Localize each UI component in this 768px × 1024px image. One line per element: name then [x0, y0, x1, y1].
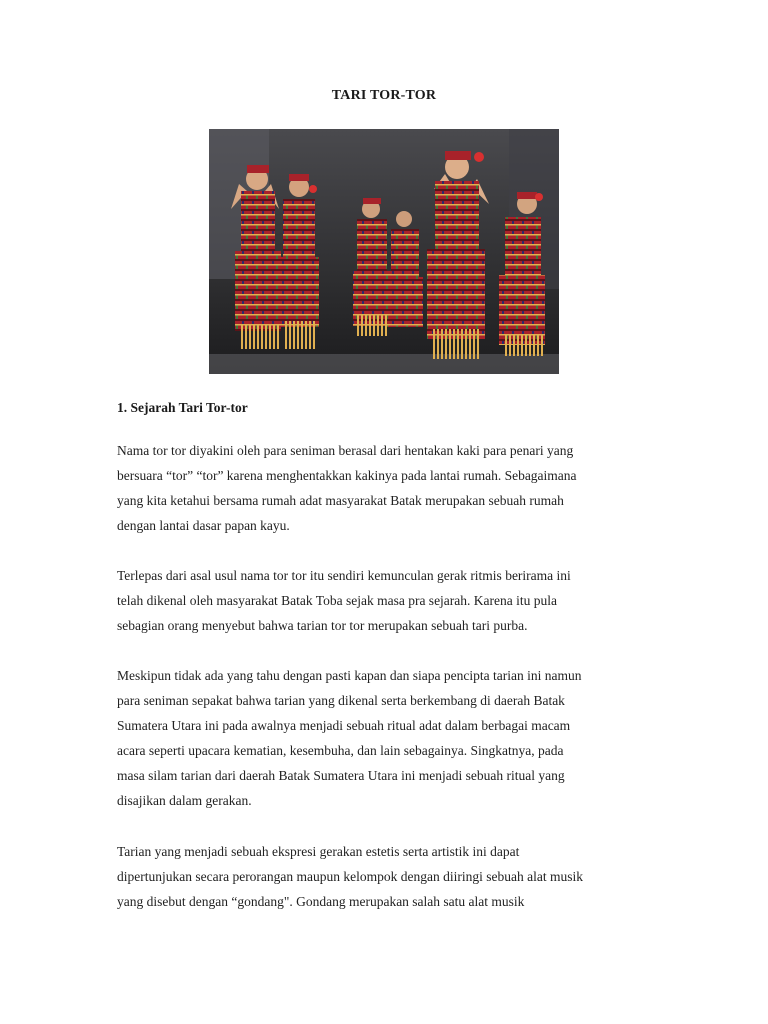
dancer-figure: [231, 165, 281, 349]
text-line: bersuara “tor” “tor” karena menghentakkan kakinya pada lantai rumah. Sebagaimana: [117, 468, 577, 483]
text-line: dengan lantai dasar papan kayu.: [117, 518, 290, 533]
paragraph: [117, 839, 662, 914]
page-title: TARI TOR-TOR: [331, 88, 437, 103]
text-line: sebagian orang menyebut bahwa tarian tor tor merupakan sebuah tari purba.: [117, 618, 528, 633]
paragraph: [117, 563, 662, 638]
section-heading: 1. Sejarah Tari Tor-tor: [117, 400, 248, 415]
text-line: Sumatera Utara ini pada awalnya menjadi sebuah ritual adat dalam berbagai macam: [117, 718, 571, 733]
paragraph: [117, 438, 662, 538]
text-line: masa silam tarian dari daerah Batak Sumatera Utara ini menjadi sebuah ritual yang: [117, 768, 565, 783]
text-line: para seniman sepakat bahwa tarian yang dikenal serta berkembang di daerah Batak: [117, 693, 565, 708]
paragraph: [117, 663, 662, 813]
text-line: yang disebut dengan “gondang". Gondang merupakan salah satu alat musik: [117, 894, 525, 909]
text-line: Tarian yang menjadi sebuah ekspresi gerakan estetis serta artistik ini dapat: [117, 844, 520, 859]
text-line: disajikan dalam gerakan.: [117, 793, 252, 808]
text-line: acara seperti upacara kematian, kesembuha, dan lain sebagainya. Singkatnya, pada: [117, 743, 564, 758]
text-line: telah dikenal oleh masyarakat Batak Toba sejak masa pra sejarah. Karena itu pula: [117, 593, 558, 608]
text-line: yang kita ketahui bersama rumah adat masyarakat Batak merupakan sebuah rumah: [117, 493, 564, 508]
text-line: dipertunjukan secara perorangan maupun kelompok dengan diiringi sebuah alat musik: [117, 869, 583, 884]
text-line: Terlepas dari asal usul nama tor tor itu sendiri kemunculan gerak ritmis berirama ini: [117, 568, 571, 583]
text-line: Nama tor tor diyakini oleh para seniman berasal dari hentakan kaki para penari yang: [117, 443, 574, 458]
text-line: Meskipun tidak ada yang tahu dengan pasti kapan dan siapa pencipta tarian ini namun: [117, 668, 582, 683]
dancer-figure: [279, 174, 319, 349]
dancers-photo: [209, 129, 559, 374]
